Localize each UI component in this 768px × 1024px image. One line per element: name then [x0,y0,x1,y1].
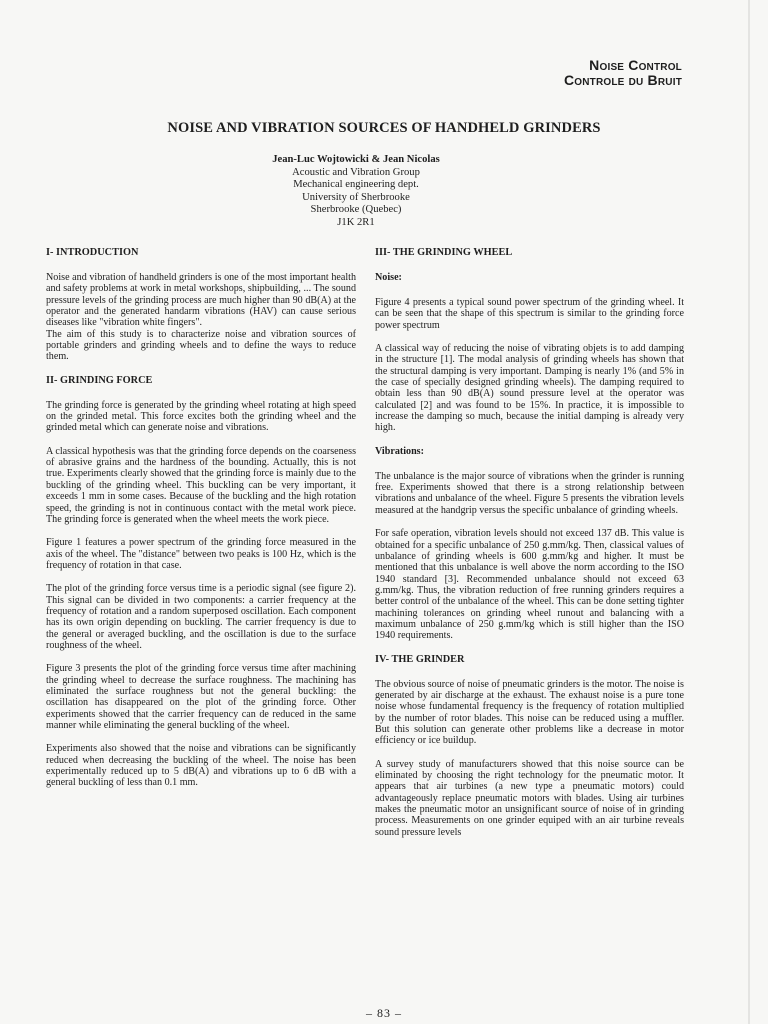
author-block [0,154,712,230]
journal-name-fr: Controle du Bruit [563,72,682,88]
paragraph: Figure 4 presents a typical sound power spectrum of the grinding wheel. It can be seen that the shape of this spectrum is similar to the grinding force power spectrum [375,297,684,331]
journal-header [564,58,682,88]
paper-title: NOISE AND VIBRATION SOURCES OF HANDHELD GRINDERS [167,120,601,136]
affiliation-line: Sherbrooke (Quebec) [310,204,402,216]
section-heading-grinding-force: II- GRINDING FORCE [46,374,153,386]
paragraph: For safe operation, vibration levels should not exceed 137 dB. This value is obtained for a specific unbalance of 250 g.mm/kg. Then, classical values of unbalance of grinding wheels is 600 g.mm/kg and higher. It must be mentioned that this unbalance is well above the norm according to the ISO 1940 standard [3]. Recommended unbalance should not exceed 63 g.mm/kg. Thus, the vibration reduction of free running grinders requires a better control of the unbalance of the wheel. This can be done setting tighter machining tolerances on grinding wheel runout and balancing with a maximum unbalance of 250 g.mm/kg which is still higher than the ISO 1940 requirements. [375,528,684,642]
page-number: – 83 – [366,1006,402,1020]
paragraph: Figure 3 presents the plot of the grinding force versus time after machining the grinding wheel to decrease the surface roughness. The machining has eliminated the surface roughness but not the general buckling: the oscillation has disappeared on the plot of the grinding force. Other experiments showed that the carrier frequency can de reduced in the same manner while eliminating the general buckling of the wheel. [46,663,356,731]
left-column [46,247,356,801]
affiliation-line: Acoustic and Vibration Group [292,166,420,178]
journal-name-en: Noise Control [589,57,682,73]
right-column [375,247,684,850]
paragraph: Experiments also showed that the noise and vibrations can be significantly reduced when decreasing the buckling of the wheel. The noise has been experimentally reduced up to 5 dB(A) and vibrations up to 6 dB with a general buckling of less than 0.1 mm. [46,743,356,789]
paragraph: The plot of the grinding force versus time is a periodic signal (see figure 2). This signal can be divided in two components: a carrier frequency at the frequency of rotation and a random superposed oscillation. Each component has its own origin depending on buckling. The carrier frequency is due to the general or averaged buckling, and the oscillation is due to the surface roughness of the wheel. [46,583,356,651]
paragraph: Noise and vibration of handheld grinders is one of the most important health and safety problems at work in metal workshops, shipbuilding, ... The sound pressure levels of the grinding process are much higher than 90 dB(A) at the operator and the generated handarm vibrations (HAV) can cause serious diseases like "vibration white fingers". [46,272,356,329]
subheading-noise: Noise: [375,272,402,283]
affiliation-line: University of Sherbrooke [302,191,410,203]
page-edge-line [748,0,750,1024]
section-heading-introduction: I- INTRODUCTION [46,247,139,258]
paragraph: The aim of this study is to characterize noise and vibration sources of portable grinders and grinding wheels and to define the ways to reduce them. [46,328,356,363]
section-heading-grinder: IV- THE GRINDER [375,653,465,665]
paragraph: The grinding force is generated by the grinding wheel rotating at high speed on the grinded metal. This force excites both the grinding wheel and the grinded metal which can generate noise and vibrations. [46,399,356,434]
paragraph: A classical hypothesis was that the grinding force depends on the coarseness of abrasive grains and the hardness of the bounding. Actually, this is not true. Experiments clearly showed that the grinding force is mainly due to the buckling of the grinding wheel. This buckling can be very important, it exceeds 1 mm in some cases. Because of the buckling and the high rotation speed, the grinding is not in continuous contact with the metal work piece. The grinding force is generated when the wheel meets the work piece. [46,445,356,525]
affiliation-line: Mechanical engineering dept. [293,179,419,191]
paragraph: Figure 1 features a power spectrum of the grinding force measured in the axis of the wheel. The "distance" between two peaks is 100 Hz, which is the frequency of rotation in that case. [46,537,356,571]
paragraph: The obvious source of noise of pneumatic grinders is the motor. The noise is generated by air discharge at the exhaust. The exhaust noise is a pure tone noise whose fundamental frequency is the frequency of rotation multiplied by the number of rotor blades. This noise can be reduced using a muffler. But this solution can generate other problems like a decrease in motor efficiency or ice buildup. [375,678,684,747]
paragraph: A survey study of manufacturers showed that this noise source can be eliminated by choosing the right technology for the pneumatic motor. It appears that air turbines (a new type a pneumatic motors) could advantageously replace pneumatic motors with blades. Using air turbines makes the pneumatic motor an unsignificant source of noise of in grinding process. Measurements on one grinder equiped with an air turbine reveals sound pressure levels [375,758,684,838]
subheading-vibrations: Vibrations: [375,445,424,457]
paragraph: The unbalance is the major source of vibrations when the grinder is running free. Experiments showed that there is a strong relationship between vibrations and unbalance of the wheel. Figure 5 presents the vibration levels measured at the handgrip versus the specific unbalance of grinding wheels. [375,470,684,516]
affiliation-line: J1K 2R1 [337,216,375,228]
author-names: Jean-Luc Wojtowicki & Jean Nicolas [272,154,440,165]
paragraph: A classical way of reducing the noise of vibrating objets is to add damping in the structure [1]. The modal analysis of grinding wheels has shown that the structural damping is very important. Damping is nearly 1% (and 5% in the case of specially designed grinding wheels). The damping required to obtain less than 90 dB(A) sound pressure level at the operator was calculated [2] and was found to be 15%. In practice, it is impossible to increase the damping so much, because the initial damping is already very high. [375,343,684,434]
section-heading-grinding-wheel: III- THE GRINDING WHEEL [375,247,513,258]
